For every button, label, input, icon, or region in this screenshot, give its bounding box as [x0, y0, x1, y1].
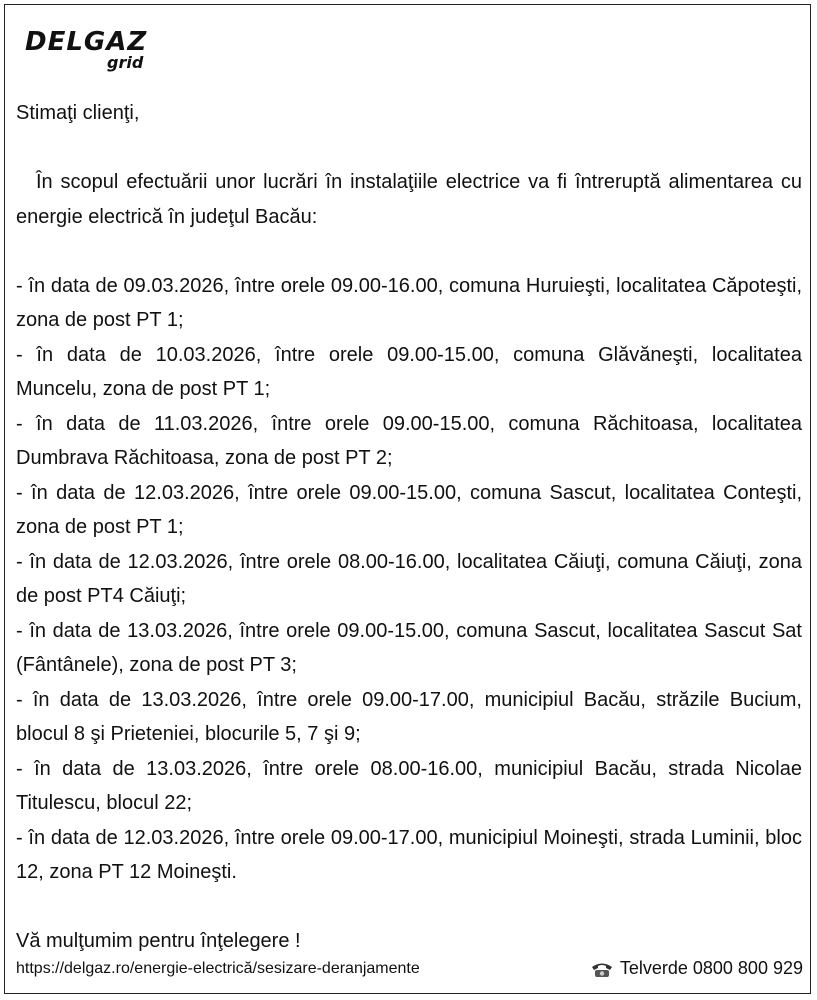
outage-item: - în data de 10.03.2026, între orele 09.00-15.00, comuna Glăvăneşti, localitatea Muncelu, zona de post PT 1; — [16, 343, 802, 400]
logo-brand: DELGAZ — [25, 27, 148, 57]
intro-paragraph: În scopul efectuării unor lucrări în instalaţiile electrice va fi întreruptă alimentarea cu energie electrică în judeţul Bacău: — [16, 171, 802, 228]
outage-item: - în data de 13.03.2026, între orele 09.00-15.00, comuna Sascut, localitatea Sascut Sat (Fântânele), zona de post PT 3; — [16, 619, 802, 676]
outage-item: - în data de 13.03.2026, între orele 08.00-16.00, municipiul Bacău, strada Nicolae Titulescu, blocul 22; — [16, 757, 802, 814]
footer — [16, 958, 803, 984]
telephone-icon — [590, 960, 614, 978]
outage-item: - în data de 12.03.2026, între orele 09.00-17.00, municipiul Moineşti, strada Luminii, bloc 12, zona PT 12 Moineşti. — [16, 826, 802, 883]
phone-contact — [590, 958, 803, 979]
logo-sub: grid — [107, 53, 144, 72]
outage-item: - în data de 12.03.2026, între orele 08.00-16.00, localitatea Căiuţi, comuna Căiuţi, zona de post PT4 Căiuţi; — [16, 550, 802, 607]
notice-body — [16, 96, 802, 959]
outage-item: - în data de 09.03.2026, între orele 09.00-16.00, comuna Huruieşti, localitatea Căpoteşti, zona de post PT 1; — [16, 274, 802, 331]
phone-number: Telverde 0800 800 929 — [619, 958, 803, 978]
delgaz-grid-logo — [25, 27, 175, 79]
greeting: Stimaţi clienţi, — [16, 102, 140, 124]
outage-item: - în data de 13.03.2026, între orele 09.00-17.00, municipiul Bacău, străzile Bucium, blocul 8 şi Prieteniei, blocurile 5, 7 şi 9; — [16, 688, 802, 745]
sesizare-link[interactable]: https://delgaz.ro/energie-electrică/sesizare-deranjamente — [16, 960, 420, 977]
thanks-line: Vă mulţumim pentru înţelegere ! — [16, 930, 301, 952]
outage-item: - în data de 12.03.2026, între orele 09.00-15.00, comuna Sascut, localitatea Conteşti, zona de post PT 1; — [16, 481, 802, 538]
outage-item: - în data de 11.03.2026, între orele 09.00-15.00, comuna Răchitoasa, localitatea Dumbrava Răchitoasa, zona de post PT 2; — [16, 412, 802, 469]
outage-list — [16, 269, 802, 890]
